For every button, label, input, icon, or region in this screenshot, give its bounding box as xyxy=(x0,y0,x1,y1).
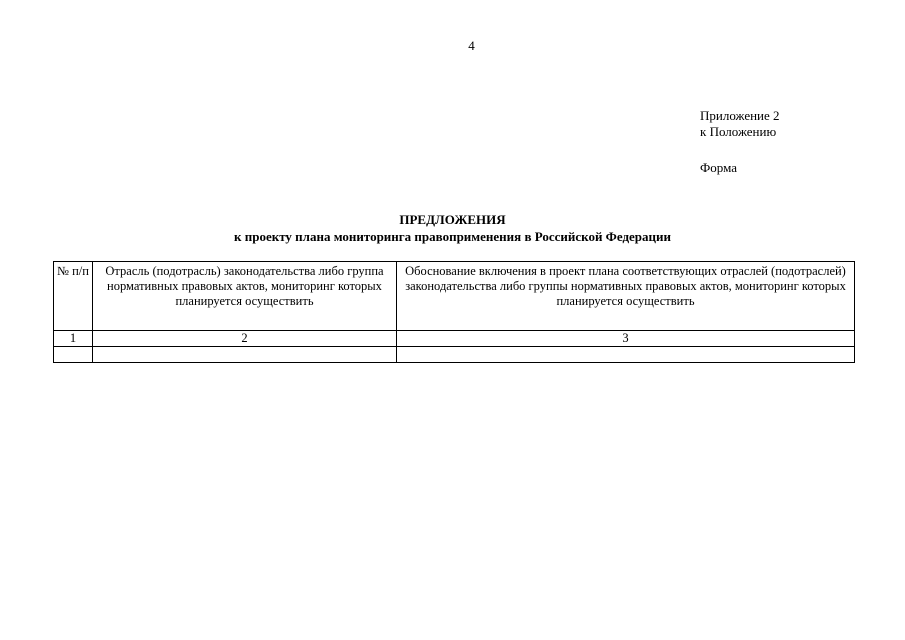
form-label: Форма xyxy=(700,160,737,175)
column-number-3: 3 xyxy=(397,331,855,347)
header-justification: Обоснование включения в проект плана соответствующих отраслей (подотраслей) законодательства либо группы нормативных правовых актов, мониторинг которых планируется осуществить xyxy=(397,262,855,331)
header-branch: Отрасль (подотрасль) законодательства либо группа нормативных правовых актов, мониторинг которых планируется осуществить xyxy=(93,262,397,331)
table-cell xyxy=(54,347,93,363)
column-number-row xyxy=(54,331,855,347)
appendix-reference: к Положению xyxy=(700,124,777,139)
page-number: 4 xyxy=(468,38,475,53)
header-number: № п/п xyxy=(54,262,93,331)
table-row xyxy=(54,347,855,363)
column-number-2: 2 xyxy=(93,331,397,347)
column-number-1: 1 xyxy=(54,331,93,347)
document-title: ПРЕДЛОЖЕНИЯ xyxy=(399,212,506,227)
appendix-block xyxy=(700,108,780,176)
table-cell xyxy=(397,347,855,363)
document-title-block xyxy=(0,211,905,245)
table-cell xyxy=(93,347,397,363)
appendix-spacer xyxy=(700,140,780,160)
proposals-table xyxy=(53,261,855,363)
table-header-row xyxy=(54,262,855,331)
document-subtitle: к проекту плана мониторинга правоприменения в Российской Федерации xyxy=(233,229,671,244)
appendix-label: Приложение 2 xyxy=(700,108,780,123)
